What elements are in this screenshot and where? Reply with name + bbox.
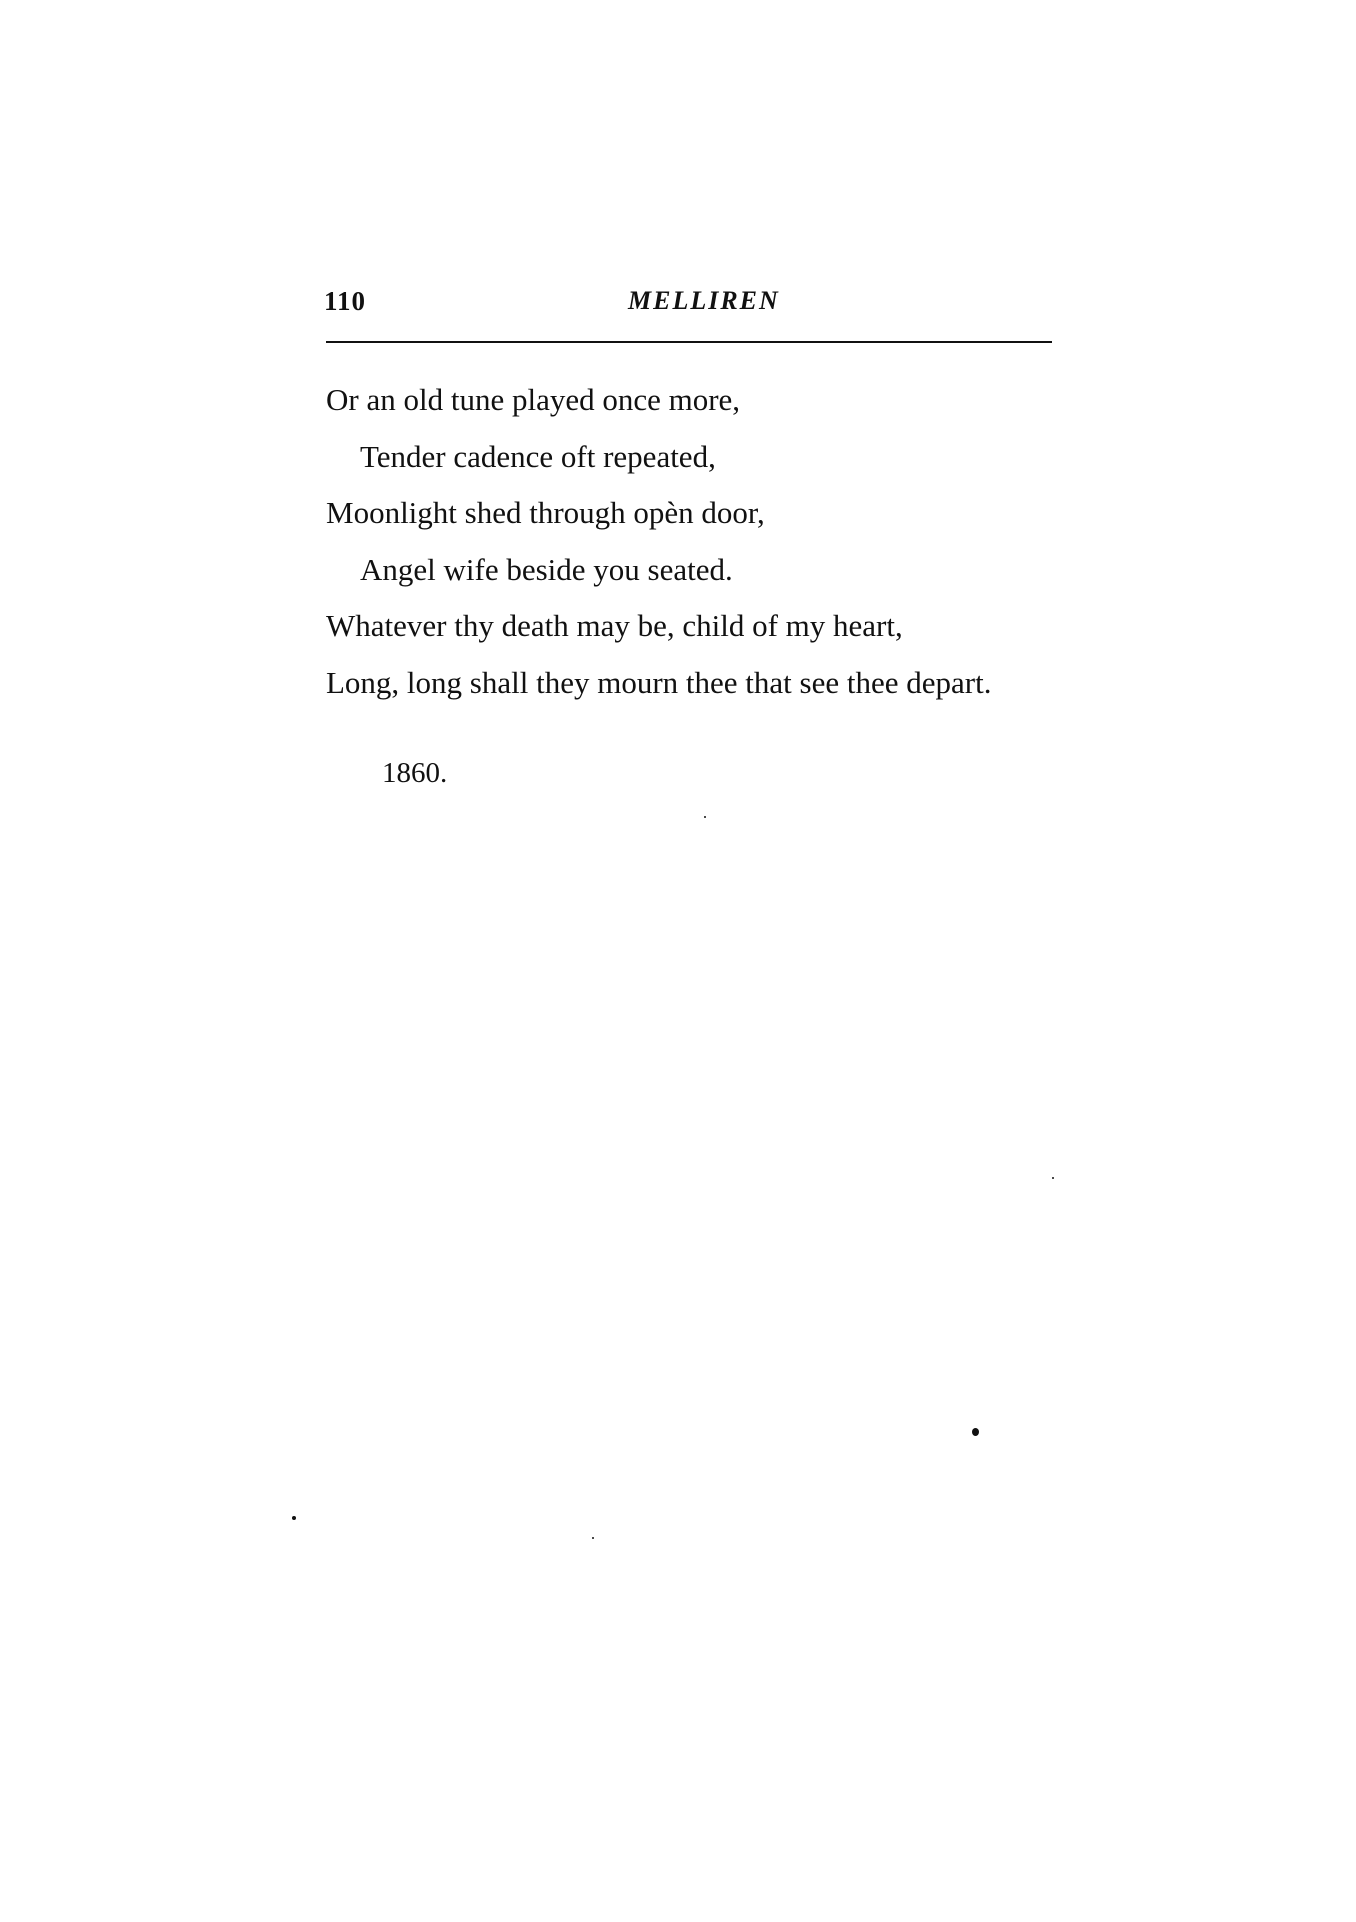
poem-line: Or an old tune played once more, — [326, 382, 741, 417]
poem-line: Long, long shall they mourn thee that see thee depart. — [326, 664, 992, 700]
header-rule — [326, 341, 1052, 343]
scan-speck — [292, 1516, 296, 1520]
page-number: 110 — [324, 286, 367, 316]
poem-line: Tender cadence oft repeated, — [360, 438, 716, 474]
scan-speck — [1052, 1177, 1054, 1179]
poem-line: Moonlight shed through opèn door, — [326, 495, 765, 530]
poem-stanza — [326, 372, 1066, 711]
scan-speck — [592, 1537, 594, 1539]
poem-date: 1860. — [382, 757, 448, 789]
poem-line: Angel wife beside you seated. — [360, 551, 733, 587]
scan-speck — [972, 1428, 979, 1436]
running-head — [324, 286, 1054, 322]
scan-speck — [704, 816, 706, 818]
poem-line: Whatever thy death may be, child of my heart, — [326, 608, 903, 643]
running-title: MELLIREN — [628, 286, 780, 315]
